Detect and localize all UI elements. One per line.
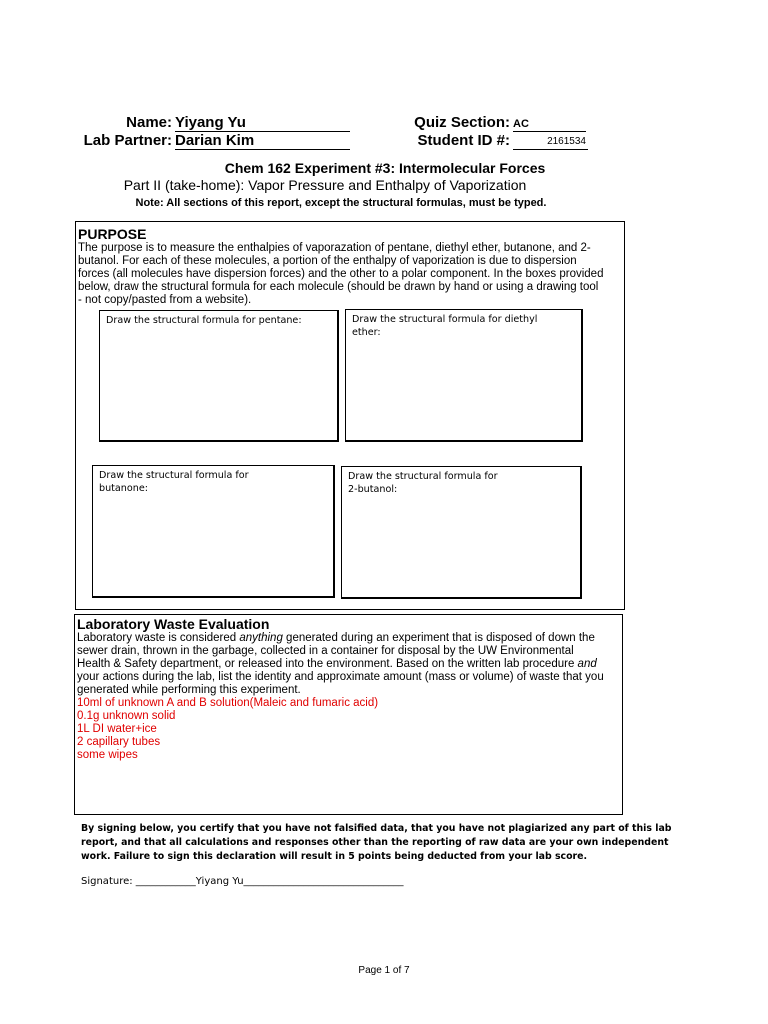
- diethyl-ether-drawing-box[interactable]: [345, 309, 583, 442]
- purpose-line: butanol. For each of these molecules, a portion of the enthalpy of vaporization is due to dispersion: [78, 255, 577, 267]
- diethyl-ether-box-label-line2: ether:: [352, 327, 381, 338]
- waste-line1-c: generated during an experiment that is disposed of down the: [282, 632, 595, 644]
- waste-answer-item: 2 capillary tubes: [77, 736, 161, 748]
- report-title: Chem 162 Experiment #3: Intermolecular Forces: [224, 160, 546, 176]
- waste-text: [77, 632, 625, 697]
- waste-line1-a: Laboratory waste is considered: [77, 632, 240, 644]
- waste-line: sewer drain, thrown in the garbage, collected in a container for disposal by the UW Environmental: [77, 645, 574, 657]
- purpose-line: The purpose is to measure the enthalpies of vaporazation of pentane, diethyl ether, butanone, and 2-: [78, 242, 591, 254]
- purpose-text: [78, 242, 626, 307]
- 2-butanol-drawing-box[interactable]: [341, 466, 582, 599]
- 2-butanol-box-label-line1: Draw the structural formula for: [348, 471, 498, 482]
- waste-answer-item: 0.1g unknown solid: [77, 710, 176, 722]
- waste-line: [77, 658, 625, 671]
- 2-butanol-box-label-line2: 2-butanol:: [348, 484, 398, 495]
- quiz-section-field[interactable]: AC: [513, 114, 586, 132]
- pentane-drawing-box[interactable]: [99, 310, 339, 442]
- waste-line: generated while performing this experiment.: [77, 684, 301, 696]
- name-label: Name:: [126, 114, 172, 131]
- butanone-box-label: [93, 466, 333, 495]
- certification-line: By signing below, you certify that you have not falsified data, that you have not plagiarized any part of this lab: [81, 823, 672, 834]
- waste-answers[interactable]: [77, 697, 617, 762]
- signature-line[interactable]: Signature: ____________Yiyang Yu________________________________: [81, 876, 404, 887]
- lab-partner-label: Lab Partner:: [83, 132, 172, 149]
- page-number: Page 1 of 7: [358, 965, 410, 976]
- purpose-line: - not copy/pasted from a website).: [78, 294, 252, 306]
- waste-line: [77, 632, 625, 645]
- butanone-drawing-box[interactable]: [92, 465, 335, 598]
- typing-note: Note: All sections of this report, except the structural formulas, must be typed.: [135, 197, 547, 209]
- waste-heading: Laboratory Waste Evaluation: [77, 616, 270, 632]
- diethyl-ether-box-label-line1: Draw the structural formula for diethyl: [352, 314, 538, 325]
- waste-answer-item: some wipes: [77, 749, 138, 761]
- waste-line1-emphasis: anything: [239, 632, 283, 644]
- certification-text: [81, 822, 701, 864]
- waste-line: your actions during the lab, list the identity and approximate amount (mass or volume) of waste that you: [77, 671, 604, 683]
- waste-answer-item: 10ml of unknown A and B solution(Maleic and fumaric acid): [77, 697, 379, 709]
- diethyl-ether-box-label: [346, 310, 581, 339]
- waste-answer-item: 1L DI water+ice: [77, 723, 157, 735]
- butanone-box-label-line2: butanone:: [99, 483, 148, 494]
- pentane-box-label: Draw the structural formula for pentane:: [106, 315, 302, 326]
- certification-line: report, and that all calculations and responses other than the reporting of raw data are your own independent: [81, 837, 669, 848]
- report-subtitle: Part II (take-home): Vapor Pressure and Enthalpy of Vaporization: [123, 177, 527, 193]
- certification-line: work. Failure to sign this declaration will result in 5 points being deducted from your lab score.: [81, 851, 588, 862]
- lab-partner-field[interactable]: Darian Kim: [175, 132, 350, 150]
- waste-line3-a: Health & Safety department, or released into the environment. Based on the written lab procedure: [77, 658, 578, 670]
- waste-line3-emphasis: and: [577, 658, 597, 670]
- student-id-field[interactable]: 2161534: [513, 134, 588, 150]
- purpose-line: below, draw the structural formula for each molecule (should be drawn by hand or using a drawing tool: [78, 281, 599, 293]
- quiz-section-label: Quiz Section:: [414, 114, 510, 131]
- butanone-box-label-line1: Draw the structural formula for: [99, 470, 249, 481]
- purpose-line: forces (all molecules have dispersion forces) and the other to a polar component. In the boxes provided: [78, 268, 604, 280]
- student-id-label: Student ID #:: [417, 132, 510, 149]
- 2-butanol-box-label: [342, 467, 580, 496]
- purpose-heading: PURPOSE: [78, 226, 147, 242]
- name-field[interactable]: Yiyang Yu: [175, 114, 350, 132]
